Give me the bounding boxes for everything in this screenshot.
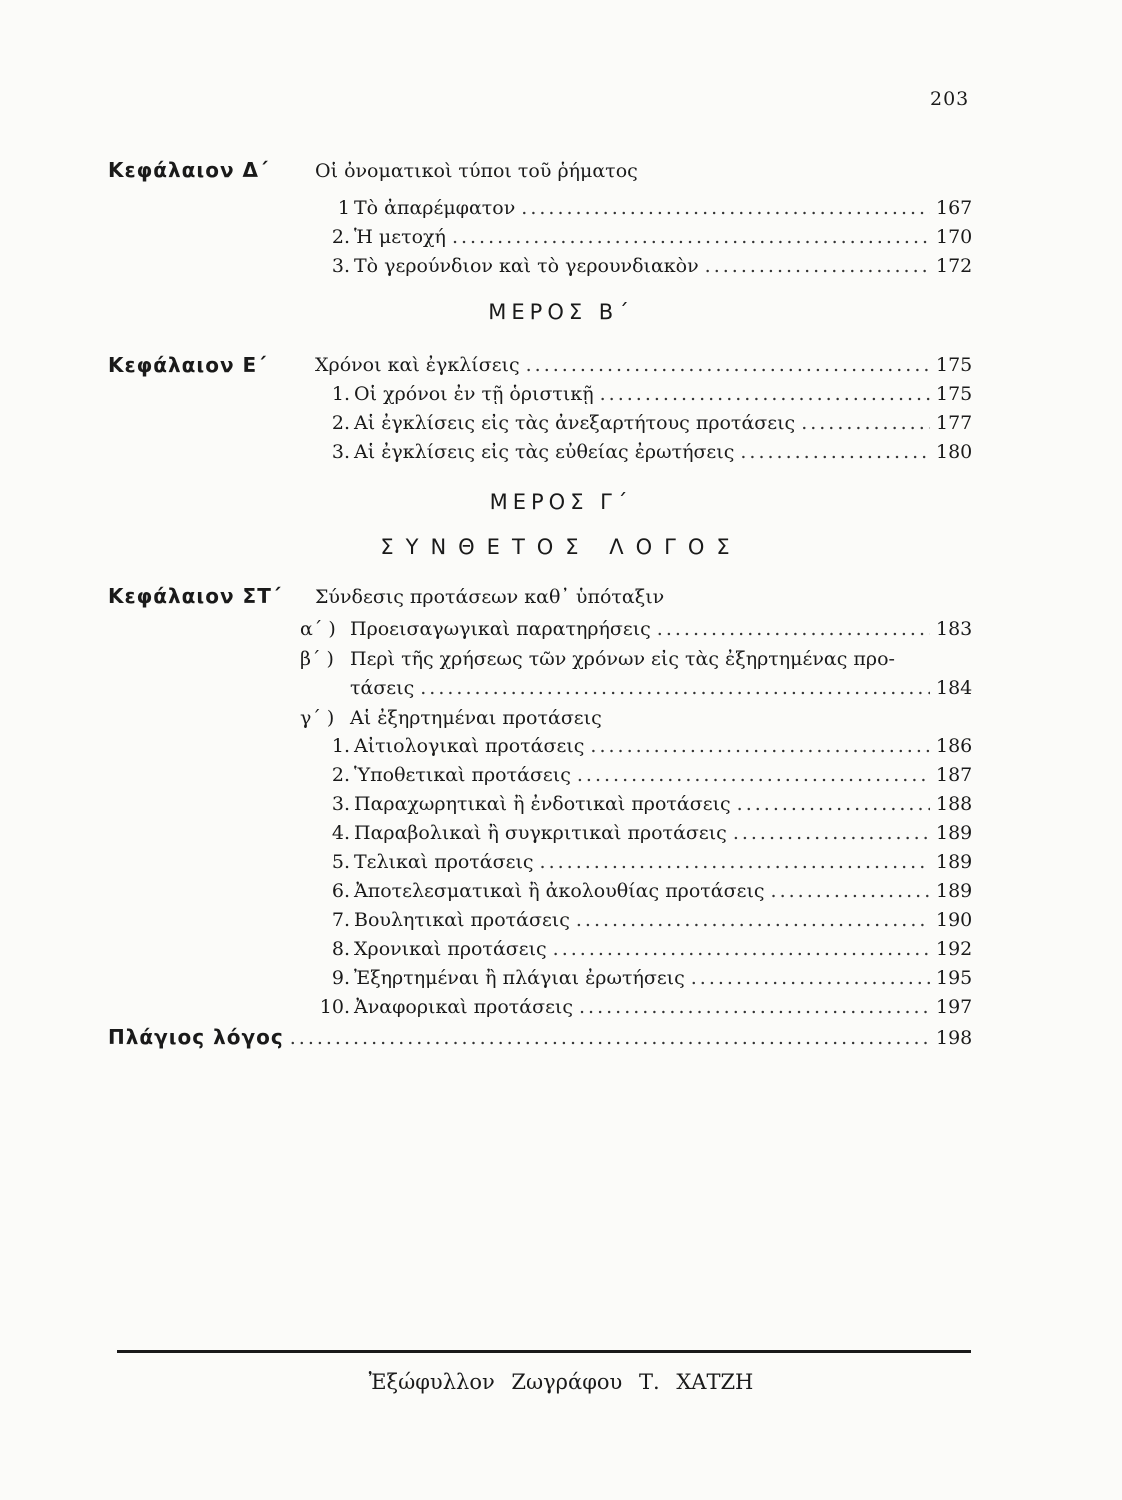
toc-entry xyxy=(300,197,973,223)
toc-entry xyxy=(300,880,973,906)
dot-leader xyxy=(771,880,930,902)
chapter-d-title: Οἱ ὀνοματικοὶ τύποι τοῦ ῥήματος xyxy=(315,160,638,182)
entry-page: 192 xyxy=(936,938,973,960)
entry-title: Αἰτιολογικαὶ προτάσεις xyxy=(354,735,585,757)
dot-leader xyxy=(577,764,930,786)
entry-page: 186 xyxy=(936,735,973,757)
entry-number: 9. xyxy=(331,967,350,989)
entry-page: 188 xyxy=(936,793,973,815)
toc-entry xyxy=(300,909,973,935)
entry-number: 2. xyxy=(331,226,350,248)
page-number: 203 xyxy=(930,88,970,110)
section-number: γ΄ ) xyxy=(300,707,335,729)
entry-title: Παραχωρητικαὶ ἢ ἐνδοτικαὶ προτάσεις xyxy=(354,793,731,815)
toc-entry xyxy=(300,996,973,1022)
dot-leader xyxy=(452,226,930,248)
part-b-heading: ΜΕΡΟΣ Β΄ xyxy=(488,300,634,324)
dot-leader xyxy=(526,354,930,376)
entry-page: 167 xyxy=(936,197,973,219)
entry-number: 3. xyxy=(331,255,350,277)
footer-rule xyxy=(117,1350,971,1353)
entry-title: Χρονικαὶ προτάσεις xyxy=(354,938,547,960)
toc-section xyxy=(300,618,973,644)
entry-title: Ἐξηρτημέναι ἢ πλάγιαι ἐρωτήσεις xyxy=(354,967,685,989)
toc-entry xyxy=(300,822,973,848)
toc-entry xyxy=(300,764,973,790)
part-c-subtitle: ΣΥΝΘΕΤΟΣ ΛΟΓΟΣ xyxy=(380,535,742,559)
chapter-e-title: Χρόνοι καὶ ἐγκλίσεις xyxy=(315,354,520,376)
entry-title: Ὑποθετικαὶ προτάσεις xyxy=(354,764,571,786)
entry-title: Τὸ ἀπαρέμφατον xyxy=(354,197,516,219)
entry-title: Βουλητικαὶ προτάσεις xyxy=(354,909,570,931)
dot-leader xyxy=(540,851,930,873)
section-title-line2: τάσεις xyxy=(350,677,415,699)
toc-entry xyxy=(300,226,973,252)
indirect-speech-entry xyxy=(108,1025,973,1051)
entry-page: 175 xyxy=(936,354,973,376)
entry-page: 172 xyxy=(936,255,973,277)
toc-entry xyxy=(300,938,973,964)
section-title: Προεισαγωγικαὶ παρατηρήσεις xyxy=(350,618,651,640)
entry-title: Οἱ χρόνοι ἐν τῇ ὁριστικῇ xyxy=(354,383,594,405)
entry-number: 5. xyxy=(331,851,350,873)
toc-entry xyxy=(300,255,973,281)
section-number: β΄ ) xyxy=(300,648,334,670)
entry-page: 189 xyxy=(936,851,973,873)
chapter-d-label: Κεφάλαιον Δ΄ xyxy=(108,158,269,182)
dot-leader xyxy=(737,793,930,815)
toc-entry xyxy=(300,383,973,409)
entry-title: Τὸ γερούνδιον καὶ τὸ γερουνδιακὸν xyxy=(354,255,699,277)
entry-page: 189 xyxy=(936,880,973,902)
entry-title: Αἱ ἐγκλίσεις εἰς τὰς εὐθείας ἐρωτήσεις xyxy=(354,441,735,463)
dot-leader xyxy=(553,938,930,960)
toc-entry xyxy=(300,967,973,993)
toc-entry xyxy=(300,412,973,438)
entry-page: 175 xyxy=(936,383,973,405)
entry-page: 180 xyxy=(936,441,973,463)
dot-leader xyxy=(657,618,930,640)
entry-number: 1 xyxy=(337,197,350,219)
entry-page: 170 xyxy=(936,226,973,248)
entry-number: 1. xyxy=(331,735,350,757)
entry-title: Ἡ μετοχή xyxy=(354,226,446,248)
dot-leader xyxy=(600,383,930,405)
section-title-line1: Περὶ τῆς χρήσεως τῶν χρόνων εἰς τὰς ἐξηρτημένας προ- xyxy=(350,648,895,670)
entry-page: 183 xyxy=(936,618,973,640)
dot-leader xyxy=(801,412,930,434)
entry-page: 195 xyxy=(936,967,973,989)
chapter-st-label: Κεφάλαιον ΣΤ΄ xyxy=(108,584,282,608)
entry-page: 198 xyxy=(936,1027,973,1049)
entry-number: 3. xyxy=(331,441,350,463)
indirect-speech-label: Πλάγιος λόγος xyxy=(108,1025,284,1049)
entry-page: 187 xyxy=(936,764,973,786)
entry-number: 2. xyxy=(331,412,350,434)
entry-number: 7. xyxy=(331,909,350,931)
entry-title: Παραβολικαὶ ἢ συγκριτικαὶ προτάσεις xyxy=(354,822,727,844)
toc-entry xyxy=(300,793,973,819)
chapter-e-title-entry xyxy=(315,354,973,380)
entry-number: 6. xyxy=(331,880,350,902)
chapter-st-title: Σύνδεσις προτάσεων καθ᾽ ὑπόταξιν xyxy=(315,586,665,608)
dot-leader xyxy=(691,967,930,989)
section-number: α΄ ) xyxy=(300,618,336,640)
dot-leader xyxy=(740,441,930,463)
entry-page: 189 xyxy=(936,822,973,844)
entry-page: 197 xyxy=(936,996,973,1018)
toc-entry xyxy=(300,851,973,877)
entry-number: 2. xyxy=(331,764,350,786)
entry-number: 3. xyxy=(331,793,350,815)
entry-title: Τελικαὶ προτάσεις xyxy=(354,851,534,873)
cover-credit: Ἐξώφυλλον Ζωγράφου Τ. ΧΑΤΖΗ xyxy=(368,1370,754,1394)
part-c-heading: ΜΕΡΟΣ Γ΄ xyxy=(489,490,633,514)
entry-page: 184 xyxy=(936,677,973,699)
entry-page: 190 xyxy=(936,909,973,931)
dot-leader xyxy=(576,909,930,931)
entry-number: 8. xyxy=(331,938,350,960)
dot-leader xyxy=(420,677,930,699)
section-title: Αἱ ἐξηρτημέναι προτάσεις xyxy=(350,707,602,729)
toc-entry xyxy=(300,735,973,761)
toc-section-continuation xyxy=(350,677,973,703)
toc-section xyxy=(300,707,602,729)
toc-section-multiline xyxy=(300,648,895,670)
dot-leader xyxy=(590,735,930,757)
dot-leader xyxy=(521,197,930,219)
entry-number: 10. xyxy=(319,996,350,1018)
entry-title: Ἀναφορικαὶ προτάσεις xyxy=(354,996,574,1018)
dot-leader xyxy=(733,822,930,844)
dot-leader xyxy=(705,255,930,277)
dot-leader xyxy=(579,996,930,1018)
chapter-e-label: Κεφάλαιον Ε΄ xyxy=(108,353,268,377)
toc-entry xyxy=(300,441,973,467)
dot-leader xyxy=(290,1027,930,1049)
entry-title: Ἀποτελεσματικαὶ ἢ ἀκολουθίας προτάσεις xyxy=(354,880,765,902)
entry-title: Αἱ ἐγκλίσεις εἰς τὰς ἀνεξαρτήτους προτάσεις xyxy=(354,412,796,434)
entry-page: 177 xyxy=(936,412,973,434)
entry-number: 1. xyxy=(331,383,350,405)
entry-number: 4. xyxy=(331,822,350,844)
